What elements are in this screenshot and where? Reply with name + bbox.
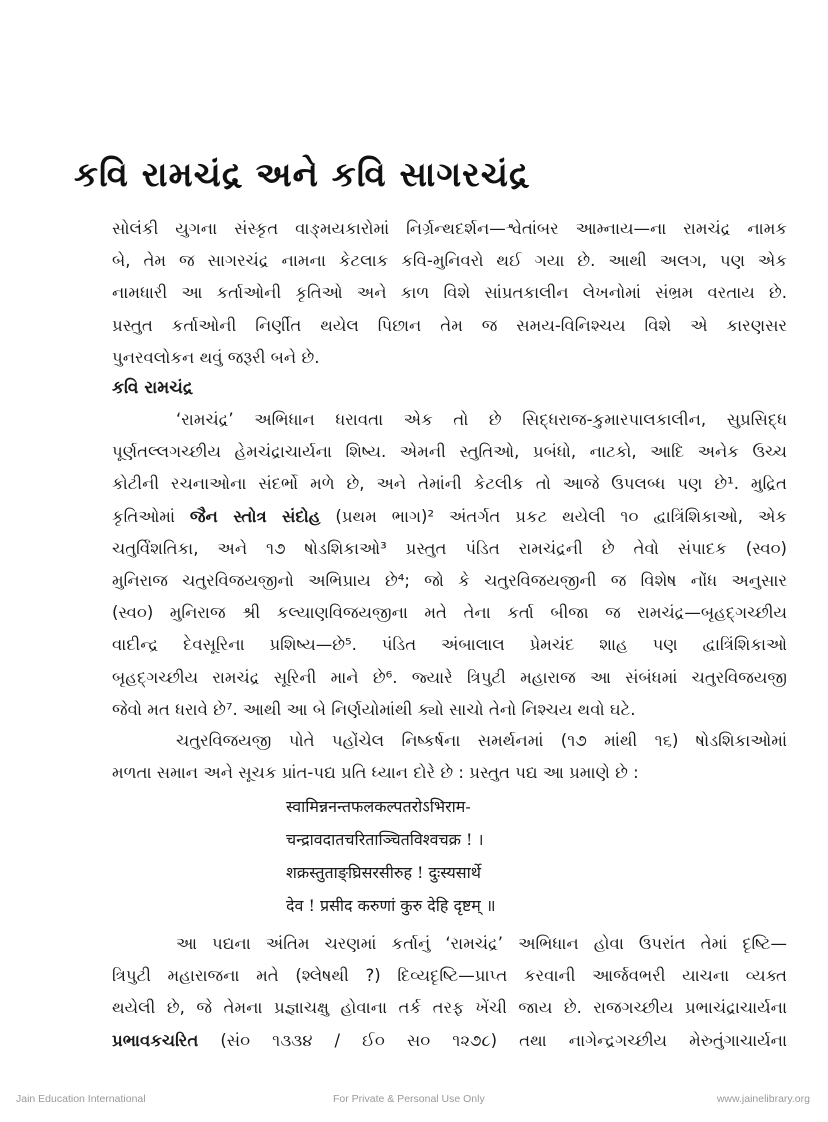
text-line: આ પદ્યના અંતિમ ચરણમાં કર્તાનું ‘રામચંદ્ર’ અભિધાન હોવા ઉપરાંત તેમાં દૃષ્ટિ— [176,934,787,953]
book-title: જૈન સ્તોત્ર સંદોહ [189,506,321,526]
text-line: ત્રિપુટી મહારાજના મતે (શ્લેષથી ?) દિવ્યદૃષ્ટિ—પ્રાપ્ત કરવાની આર્જવભરી યાચના વ્યક્ત [112,966,787,986]
footer-usage-note: For Private & Personal Use Only [333,1093,485,1105]
section-heading: કવિ રામચંદ્ર [112,378,193,398]
verse-line: स्वामिन्ननन्तफलकल्पतरोऽभिराम- [286,797,471,816]
text-line: જેવો મત ધરાવે છે⁷. આથી આ બે નિર્ણયોમાંથી ક્યો સાચો તેનો નિશ્ચય થવો ઘટે. [112,699,636,719]
book-title: પ્રભાવકચરિત [112,1030,199,1050]
text-line: નામધારી આ કર્તાઓની કૃતિઓ અને કાળ વિશે સાંપ્રતકાલીન લેખનોમાં સંભ્રમ વરતાય છે. [112,283,787,303]
paragraph-1 [112,404,787,726]
text-line: ચતુર્વિંશતિકા, અને ૧૭ ષોડશિકાઓ³ પ્રસ્તુત પંડિત રામચંદ્રની છે તેવો સંપાદક (સ્વ૦) [112,538,787,558]
footer-website-link[interactable]: www.jainelibrary.org [716,1093,810,1105]
paragraph-3 [112,928,787,1057]
text-line: બે, તેમ જ સાગરચંદ્ર નામના કેટલાક કવિ-મુનિવરો થઈ ગયા છે. આથી અલગ, પણ એક [112,251,787,271]
text-line: થયેલી છે, જે તેમના પ્રજ્ઞાચક્ષુ હોવાના તર્ક તરફ ખેંચી જાય છે. રાજગચ્છીય પ્રભાચંદ્રાચાર્યના [112,998,787,1018]
page-title: કવિ રામચંદ્ર અને કવિ સાગરચંદ્ર [74,154,531,195]
footer-publisher: Jain Education International [16,1093,146,1105]
intro-paragraph [112,213,787,374]
text-line: પૂર્ણતલ્લગચ્છીય હેમચંદ્રાચાર્યના શિષ્ય. એમની સ્તુતિઓ, પ્રબંધો, નાટકો, આદિ અનેક ઉચ્ચ [112,442,787,462]
text-line: વાદીન્દ્ર દેવસૂરિના પ્રશિષ્ય—છે⁵. પંડિત અંબાલાલ પ્રેમચંદ શાહ પણ દ્વાત્રિંશિકાઓ [112,635,787,655]
text-line: બૃહદ્ગચ્છીય રામચંદ્ર સૂરિની માને છે⁶. જ્યારે ત્રિપુટી મહારાજ આ સંબંધમાં ચતુરવિજયજી [112,667,787,687]
verse-line: शक्रस्तुताङ्घ्रिसरसीरुह ! दुःस्यसार्थे [286,863,481,882]
text-line-with-bold-title: પ્રભાવકચરિત (સં૦ ૧૩૩૪ / ઈ૦ સ૦ ૧૨૭૮) તથા નાગેન્દ્રગચ્છીય મેરુતુંગાચાર્યના [112,1030,787,1050]
text-line: કોટીની રચનાઓના સંદર્ભો મળે છે, અને તેમાંની કેટલીક તો આજે ઉપલબ્ધ પણ છે¹. મુદ્રિત [112,474,787,494]
text-line: પુનરવલોકન થવું જરૂરી બને છે. [112,347,320,367]
verse-line: देव ! प्रसीद करुणां कुरु देहि दृष्टम् ॥ [286,896,496,915]
page-footer [0,1093,828,1111]
verse-line: चन्द्रावदातचरिताञ्चितविश्वचक्र ! । [286,830,484,849]
text-line-with-bold-title: કૃતિઓમાં જૈન સ્તોત્ર સંદોહ (પ્રથમ ભાગ)² અંતર્ગત પ્રકટ થયેલી ૧૦ દ્વાત્રિંશિકાઓ, એક [112,506,787,526]
paragraph-2 [112,725,787,789]
text-line: પ્રસ્તુત કર્તાઓની નિર્ણીત થયેલ પિછાન તેમ જ સમય-વિનિશ્ચય વિશે એ કારણસર [112,315,787,335]
text-line: સોલંકી યુગના સંસ્કૃત વાઙ્મયકારોમાં નિર્ગ્રન્થદર્શન—શ્વેતાંબર આમ્નાય—ના રામચંદ્ર નામક [112,219,787,238]
text-line: ‘રામચંદ્ર’ અભિધાન ધરાવતા એક તો છે સિદ્ધરાજ-કુમારપાલકાલીન, સુપ્રસિદ્ધ [176,410,787,429]
text-line: (સ્વ૦) મુનિરાજ શ્રી કલ્યાણવિજયજીના મતે તેના કર્તા બીજા જ રામચંદ્ર—બૃહદ્ગચ્છીય [112,603,787,623]
sanskrit-verse [286,790,606,922]
text-line: ચતુરવિજયજી પોતે પહોંચેલ નિષ્કર્ષના સમર્થનમાં (૧૭ માંથી ૧૬) ષોડશિકાઓમાં [176,731,787,750]
text-line: મુનિરાજ ચતુરવિજયજીનો અભિપ્રાય છે⁴; જો કે ચતુરવિજયજીની જ વિશેષ નોંધ અનુસાર [112,571,787,591]
text-line: મળતા સમાન અને સૂચક પ્રાંત-પદ્ય પ્રતિ ધ્યાન દોરે છે : પ્રસ્તુત પદ્ય આ પ્રમાણે છે : [112,763,639,783]
